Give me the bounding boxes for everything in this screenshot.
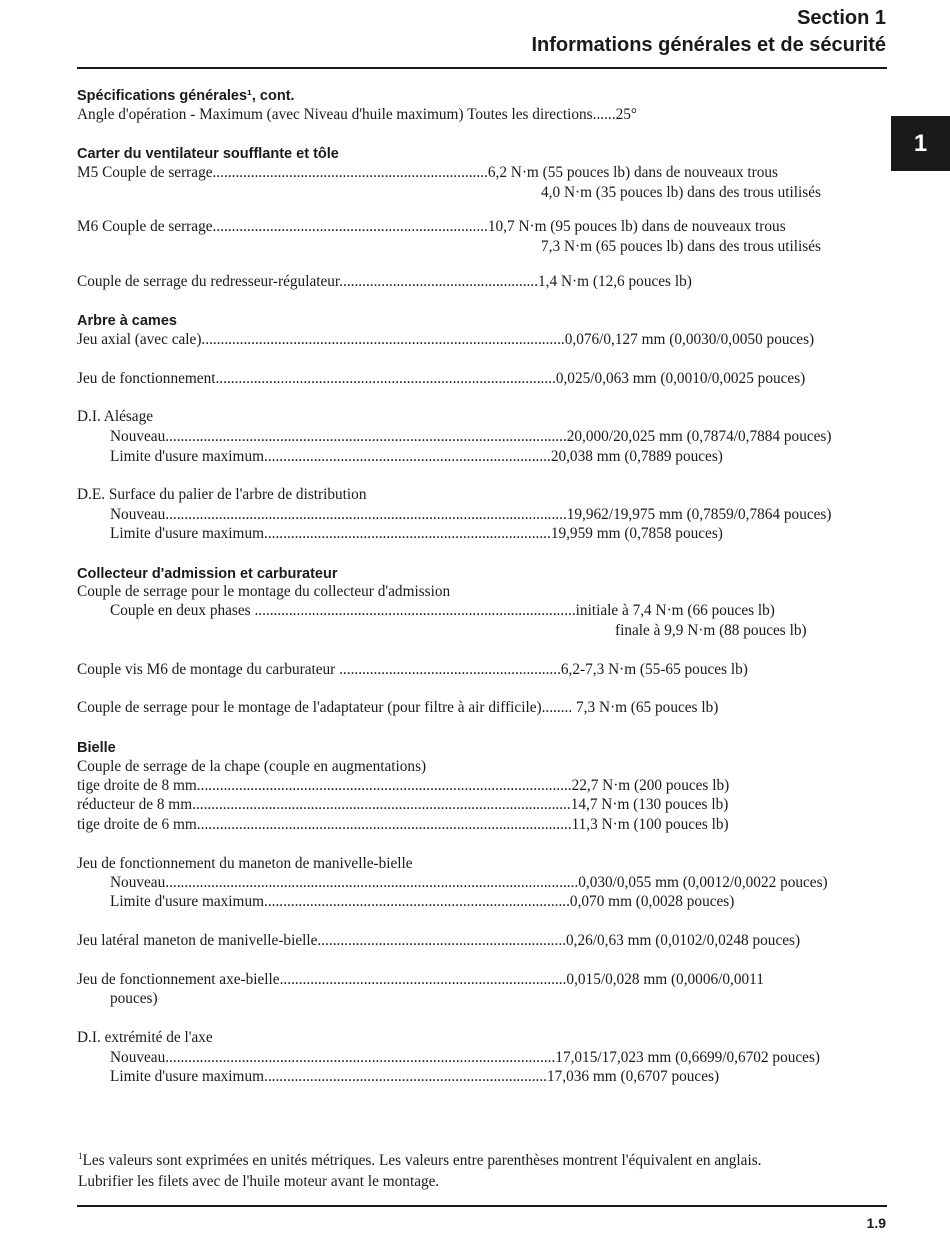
pin-running-clearance-cont: pouces)	[110, 990, 158, 1007]
footnote-mark: 1	[78, 1151, 83, 1161]
m5-torque-used: 4,0 N·m (35 pouces lb) dans des trous utilisés	[541, 184, 821, 201]
two-stage-torque: Couple en deux phases ....................................................................................initiale à 7,4 N·m (66 pouces lb)	[110, 602, 775, 619]
rod-6mm-straight: tige droite de 6 mm..................................................................................................11,3 N·m (100 pouces lb)	[77, 816, 729, 833]
pin-running-clearance: Jeu de fonctionnement axe-bielle...........................................................................0,015/0,028 mm (0,0006/0,0011	[77, 971, 764, 988]
section-label: Section 1	[797, 7, 886, 29]
bore-new: Nouveau.........................................................................................................20,000/20,025 mm (0,7874/0,7884 pouces)	[110, 428, 832, 445]
carb-screw-torque: Couple vis M6 de montage du carburateur ..........................................................6,2-7,3 N·m (55-65 pouces lb)	[77, 661, 748, 678]
rectifier-torque: Couple de serrage du redresseur-régulateur....................................................1,4 N·m (12,6 pouces lb)	[77, 273, 692, 290]
running-clearance: Jeu de fonctionnement.........................................................................................0,025/0,063 mm (0,0010/0,0025 pouces)	[77, 370, 806, 387]
general-specs-heading: Spécifications générales¹, cont.	[77, 88, 295, 104]
camshaft-heading: Arbre à cames	[77, 313, 177, 329]
pin-end-wear-limit: Limite d'usure maximum..........................................................................17,036 mm (0,6707 pouces)	[110, 1068, 720, 1085]
m5-torque: M5 Couple de serrage........................................................................6,2 N·m (55 pouces lb) dans de nouveaux trous	[77, 164, 779, 181]
header-divider	[77, 67, 887, 69]
two-stage-final: finale à 9,9 N·m (88 pouces lb)	[615, 622, 807, 639]
section-tab: 1	[891, 116, 950, 171]
footnote-line-1: Les valeurs sont exprimées en unités métriques. Les valeurs entre parenthèses montrent l'équivalent en anglais.	[82, 1152, 762, 1170]
cap-torque: Couple de serrage de la chape (couple en augmentations)	[77, 758, 427, 775]
end-play: Jeu axial (avec cale)...............................................................................................0,076/0,127 mm (0,0030/0,0050 pouces)	[77, 331, 815, 348]
page-number: 1.9	[866, 1215, 886, 1231]
crankpin-wear-limit: Limite d'usure maximum................................................................................0,070 mm (0,0028 pouces)	[110, 893, 735, 910]
intake-carb-heading: Collecteur d'admission et carburateur	[77, 566, 338, 582]
operating-angle: Angle d'opération - Maximum (avec Niveau d'huile maximum) Toutes les directions......25°	[77, 106, 637, 123]
bearing-new: Nouveau.........................................................................................................19,962/19,975 mm (0,7859/0,7864 pouces)	[110, 506, 832, 523]
m6-torque-used: 7,3 N·m (65 pouces lb) dans des trous utilisés	[541, 238, 821, 255]
rod-8mm-step: réducteur de 8 mm...................................................................................................14,7 N·m (130 pouces lb)	[77, 796, 729, 813]
bore-wear-limit: Limite d'usure maximum...........................................................................20,038 mm (0,7889 pouces)	[110, 448, 723, 465]
section-title: Informations générales et de sécurité	[531, 34, 886, 56]
crankpin-new: Nouveau............................................................................................................0,030/0,055 mm (0,0012/0,0022 pouces)	[110, 874, 828, 891]
bearing-surface-heading: D.E. Surface du palier de l'arbre de distribution	[77, 486, 367, 503]
footer-divider	[77, 1205, 887, 1207]
m6-torque: M6 Couple de serrage........................................................................10,7 N·m (95 pouces lb) dans de nouveaux trous	[77, 218, 786, 235]
pin-end-new: Nouveau......................................................................................................17,015/17,023 mm (0,6699/0,6702 pouces)	[110, 1049, 820, 1066]
bore-heading: D.I. Alésage	[77, 408, 154, 425]
adapter-torque: Couple de serrage pour le montage de l'adaptateur (pour filtre à air difficile)........ 7,3 N·m (65 pouces lb)	[77, 699, 719, 716]
intake-mount-torque: Couple de serrage pour le montage du collecteur d'admission	[77, 583, 451, 600]
rod-8mm-straight: tige droite de 8 mm..................................................................................................22,7 N·m (200 pouces lb)	[77, 777, 730, 794]
bearing-wear-limit: Limite d'usure maximum...........................................................................19,959 mm (0,7858 pouces)	[110, 525, 723, 542]
crankpin-side-clearance: Jeu latéral maneton de manivelle-bielle.................................................................0,26/0,63 mm (0,0102/0,0248 pouces)	[77, 932, 801, 949]
connecting-rod-heading: Bielle	[77, 740, 116, 756]
page-header	[531, 5, 886, 59]
footnote-line-2: Lubrifier les filets avec de l'huile moteur avant le montage.	[78, 1173, 440, 1191]
footnote	[78, 1146, 762, 1192]
fan-housing-heading: Carter du ventilateur soufflante et tôle	[77, 146, 339, 162]
crankpin-clearance-heading: Jeu de fonctionnement du maneton de manivelle-bielle	[77, 855, 413, 872]
pin-end-heading: D.I. extrémité de l'axe	[77, 1029, 213, 1046]
